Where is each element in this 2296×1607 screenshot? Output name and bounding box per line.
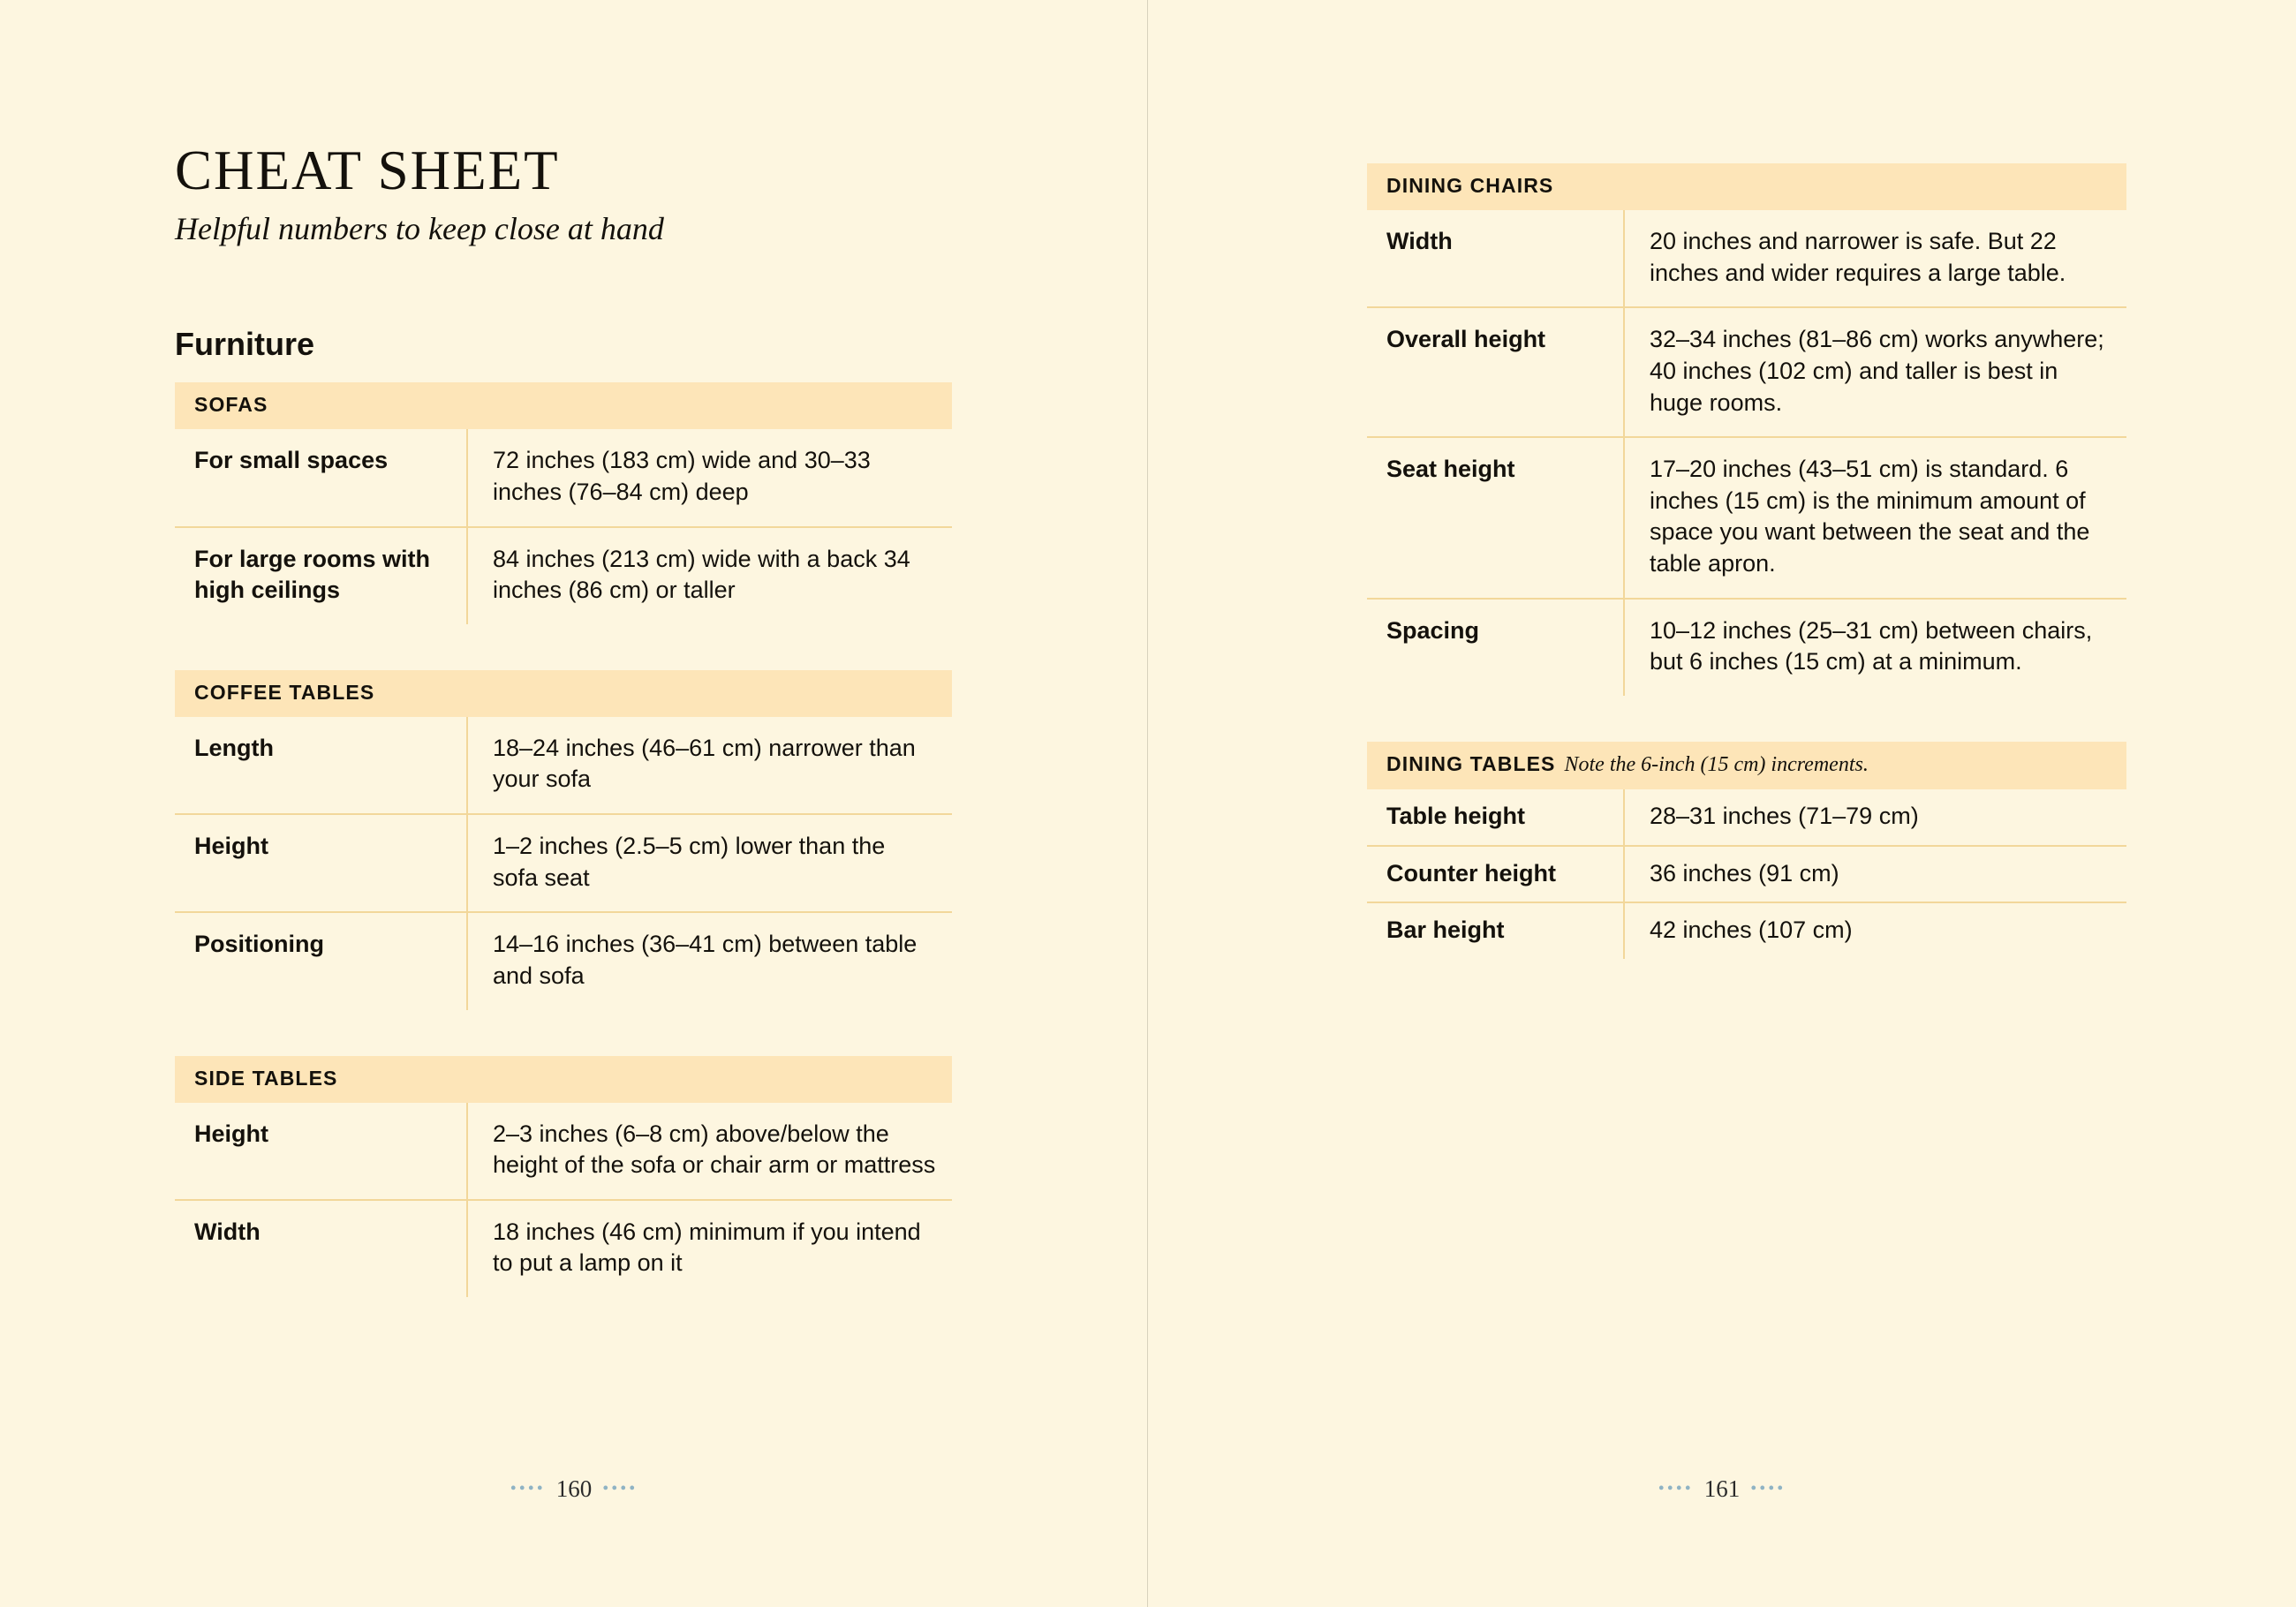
row-label: Seat height [1386,456,1515,483]
row-label: Table height [1386,802,1526,829]
right-page-content [1367,163,2126,1005]
table-row [175,815,952,913]
row-value: 14–16 inches (36–41 cm) between table and sofa [466,913,952,1009]
table-row [1367,600,2126,696]
table-header-sofas: SOFAS [175,382,952,429]
page-number: 161 [1703,1475,1741,1502]
table-row [1367,438,2126,600]
page-number: 160 [555,1475,593,1502]
table-coffee-tables [175,670,952,1010]
right-page [1148,0,2296,1607]
table-side-tables [175,1056,952,1298]
folio-dots-right: •••• [602,1479,638,1498]
row-label: Overall height [1386,326,1546,353]
table-row [175,913,952,1009]
row-label: Spacing [1386,616,1480,644]
folio-left [0,1475,1148,1503]
folio-right [1148,1475,2296,1503]
row-label: Width [194,1218,261,1245]
table-header-note: Note the 6-inch (15 cm) increments. [1564,752,1869,776]
table-row [1367,847,2126,904]
row-label: Positioning [194,931,324,958]
table-header-label: DINING CHAIRS [1386,174,1554,197]
folio-dots-right: •••• [1750,1479,1786,1498]
row-label: Width [1386,228,1453,254]
row-value: 32–34 inches (81–86 cm) works anywhere; 40 inches (102 cm) and taller is best in huge rooms. [1623,308,2126,436]
row-value: 1–2 inches (2.5–5 cm) lower than the sofa seat [466,815,952,911]
table-row [175,1103,952,1201]
table-row [175,528,952,624]
row-value: 20 inches and narrower is safe. But 22 inches and wider requires a large table. [1623,210,2126,306]
table-row [175,429,952,527]
row-label: Counter height [1386,859,1556,886]
table-row [1367,789,2126,847]
table-header-side-tables: SIDE TABLES [175,1056,952,1103]
section-heading-furniture: Furniture [175,326,314,363]
table-row [1367,210,2126,308]
table-row [175,1201,952,1297]
table-row [1367,308,2126,438]
row-value: 72 inches (183 cm) wide and 30–33 inches (76–84 cm) deep [466,429,952,525]
folio-dots-left: •••• [510,1479,546,1498]
row-value: 18 inches (46 cm) minimum if you intend to put a lamp on it [466,1201,952,1297]
table-row [1367,903,2126,959]
table-row [175,717,952,815]
folio-dots-left: •••• [1658,1479,1694,1498]
row-value: 36 inches (91 cm) [1623,847,2126,902]
row-value: 17–20 inches (43–51 cm) is standard. 6 inches (15 cm) is the minimum amount of space you want between the seat and the table apron. [1623,438,2126,598]
left-page-content [175,141,952,1343]
row-value: 2–3 inches (6–8 cm) above/below the height of the sofa or chair arm or mattress [466,1103,952,1199]
row-label: For small spaces [194,447,389,474]
row-value: 28–31 inches (71–79 cm) [1623,789,2126,845]
table-dining-chairs [1367,163,2126,696]
row-label: Height [194,1120,268,1147]
page-subtitle: Helpful numbers to keep close at hand [175,211,664,247]
row-label: Bar height [1386,917,1505,944]
row-value: 10–12 inches (25–31 cm) between chairs, but 6 inches (15 cm) at a minimum. [1623,600,2126,696]
row-value: 42 inches (107 cm) [1623,903,2126,959]
row-value: 18–24 inches (46–61 cm) narrower than your sofa [466,717,952,813]
page-title: CHEAT SHEET [175,140,560,201]
row-label: Length [194,734,274,761]
table-sofas [175,382,952,624]
table-header-coffee-tables: COFFEE TABLES [175,670,952,717]
table-header-label: DINING TABLES [1386,751,1556,775]
row-label: Height [194,833,268,860]
table-header-dining-tables [1367,742,2126,789]
table-dining-tables [1367,742,2126,959]
table-header-dining-chairs [1367,163,2126,210]
row-label: For large rooms with high ceilings [194,545,431,604]
row-value: 84 inches (213 cm) wide with a back 34 inches (86 cm) or taller [466,528,952,624]
